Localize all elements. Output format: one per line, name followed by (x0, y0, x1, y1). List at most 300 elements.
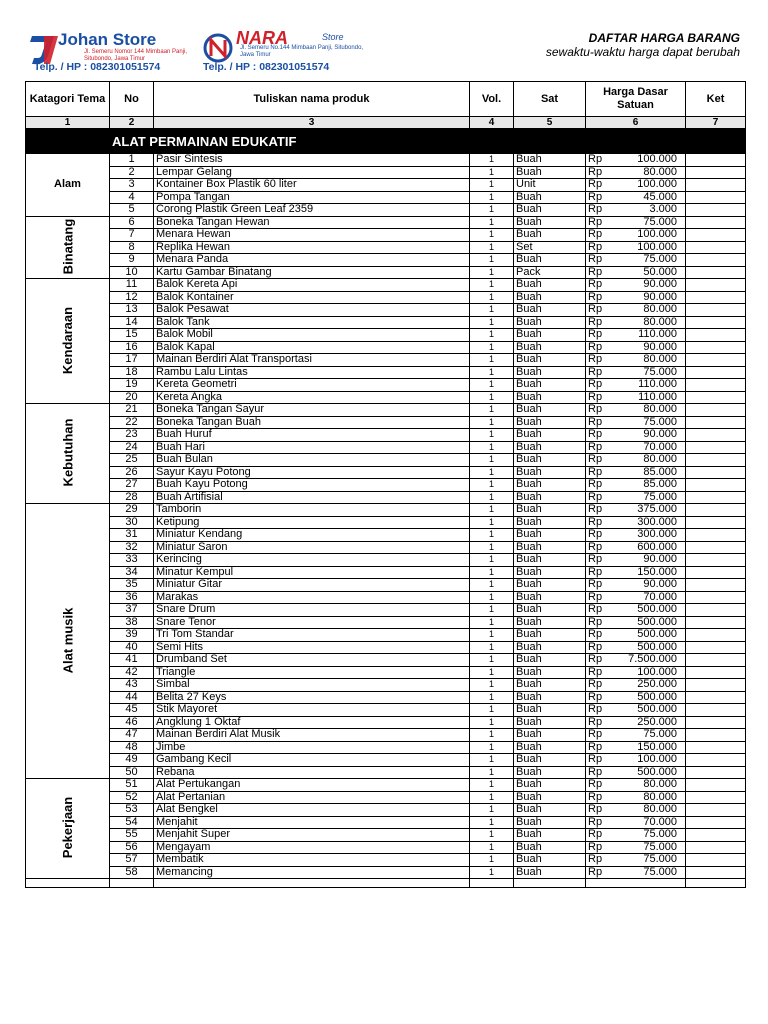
table-row (26, 516, 746, 529)
table-row (26, 166, 746, 179)
item-vol: 1 (470, 154, 514, 167)
item-name: Buah Huruf (154, 429, 470, 442)
item-name: Boneka Tangan Hewan (154, 216, 470, 229)
store1-address: Jl. Semeru Nomor 144 Mimbaan Panji, Situbondo, Jawa Timur (84, 49, 188, 62)
item-price: 85.000 (614, 479, 686, 492)
table-row (26, 741, 746, 754)
item-price: 80.000 (614, 791, 686, 804)
table-row (26, 804, 746, 817)
item-no: 57 (110, 854, 154, 867)
store1-phone: Telp. / HP : 082301051574 (34, 61, 161, 73)
item-currency: Rp (586, 366, 614, 379)
item-name: Mainan Berdiri Alat Transportasi (154, 354, 470, 367)
category-label (26, 279, 110, 404)
item-price: 300.000 (614, 529, 686, 542)
item-vol: 1 (470, 629, 514, 642)
item-vol: 1 (470, 704, 514, 717)
item-sat: Buah (514, 854, 586, 867)
item-ket (686, 579, 746, 592)
item-ket (686, 266, 746, 279)
item-ket (686, 254, 746, 267)
item-sat: Buah (514, 604, 586, 617)
table-row (26, 229, 746, 242)
item-sat: Buah (514, 791, 586, 804)
item-ket (686, 691, 746, 704)
item-ket (686, 804, 746, 817)
item-currency: Rp (586, 754, 614, 767)
table-row (26, 379, 746, 392)
category-name: Alam (54, 178, 81, 191)
item-vol: 1 (470, 554, 514, 567)
item-vol: 1 (470, 229, 514, 242)
item-no: 58 (110, 866, 154, 879)
item-price: 80.000 (614, 316, 686, 329)
item-sat: Buah (514, 529, 586, 542)
item-ket (686, 341, 746, 354)
item-currency: Rp (586, 241, 614, 254)
item-no: 45 (110, 704, 154, 717)
item-ket (686, 854, 746, 867)
item-name: Alat Pertukangan (154, 779, 470, 792)
item-ket (686, 316, 746, 329)
item-ket (686, 791, 746, 804)
item-sat: Buah (514, 366, 586, 379)
item-name: Balok Kapal (154, 341, 470, 354)
item-vol: 1 (470, 204, 514, 217)
item-currency: Rp (586, 204, 614, 217)
item-name: Balok Pesawat (154, 304, 470, 317)
item-currency: Rp (586, 729, 614, 742)
item-price: 80.000 (614, 404, 686, 417)
item-sat: Buah (514, 491, 586, 504)
item-no: 20 (110, 391, 154, 404)
item-price: 85.000 (614, 466, 686, 479)
table-row (26, 316, 746, 329)
category-label (26, 216, 110, 279)
item-no: 43 (110, 679, 154, 692)
col-number: 7 (686, 117, 746, 129)
item-currency: Rp (586, 354, 614, 367)
item-sat: Buah (514, 466, 586, 479)
item-ket (686, 566, 746, 579)
table-row (26, 716, 746, 729)
item-price: 90.000 (614, 429, 686, 442)
item-name: Miniatur Saron (154, 541, 470, 554)
item-sat: Buah (514, 441, 586, 454)
item-name: Tamborin (154, 504, 470, 517)
table-row (26, 354, 746, 367)
table-row (26, 304, 746, 317)
item-no: 6 (110, 216, 154, 229)
item-sat: Buah (514, 629, 586, 642)
item-currency: Rp (586, 454, 614, 467)
item-ket (686, 554, 746, 567)
item-no: 44 (110, 691, 154, 704)
item-sat: Buah (514, 479, 586, 492)
item-name: Boneka Tangan Buah (154, 416, 470, 429)
item-ket (686, 591, 746, 604)
item-currency: Rp (586, 529, 614, 542)
item-sat: Buah (514, 354, 586, 367)
item-name: Snare Drum (154, 604, 470, 617)
category-name: Kebutuhan (59, 418, 75, 487)
item-no: 7 (110, 229, 154, 242)
item-name: Triangle (154, 666, 470, 679)
item-sat: Buah (514, 204, 586, 217)
item-name: Jimbe (154, 741, 470, 754)
item-sat: Buah (514, 779, 586, 792)
item-sat: Buah (514, 291, 586, 304)
item-no: 4 (110, 191, 154, 204)
item-sat: Buah (514, 804, 586, 817)
table-row (26, 191, 746, 204)
column-number-row (26, 117, 746, 129)
category-name: Binatang (60, 218, 75, 275)
item-currency: Rp (586, 316, 614, 329)
item-price: 500.000 (614, 629, 686, 642)
item-name: Memancing (154, 866, 470, 879)
item-ket (686, 354, 746, 367)
item-price: 600.000 (614, 541, 686, 554)
item-vol: 1 (470, 779, 514, 792)
table-row (26, 829, 746, 842)
item-vol: 1 (470, 591, 514, 604)
item-name: Sayur Kayu Potong (154, 466, 470, 479)
item-price: 100.000 (614, 179, 686, 192)
item-name: Kartu Gambar Binatang (154, 266, 470, 279)
blank-row (26, 879, 746, 888)
item-no: 30 (110, 516, 154, 529)
item-no: 47 (110, 729, 154, 742)
item-sat: Buah (514, 841, 586, 854)
item-currency: Rp (586, 416, 614, 429)
table-row (26, 779, 746, 792)
item-no: 21 (110, 404, 154, 417)
item-sat: Buah (514, 816, 586, 829)
item-sat: Buah (514, 391, 586, 404)
item-price: 110.000 (614, 379, 686, 392)
item-vol: 1 (470, 291, 514, 304)
item-no: 55 (110, 829, 154, 842)
item-name: Snare Tenor (154, 616, 470, 629)
item-vol: 1 (470, 816, 514, 829)
item-name: Miniatur Gitar (154, 579, 470, 592)
item-currency: Rp (586, 641, 614, 654)
item-no: 39 (110, 629, 154, 642)
category-label (26, 154, 110, 217)
item-sat: Buah (514, 641, 586, 654)
item-ket (686, 304, 746, 317)
item-price: 110.000 (614, 391, 686, 404)
item-name: Buah Artifisial (154, 491, 470, 504)
item-ket (686, 504, 746, 517)
page-title: DAFTAR HARGA BARANG (588, 31, 740, 45)
item-no: 49 (110, 754, 154, 767)
col-number: 1 (26, 117, 110, 129)
item-no: 54 (110, 816, 154, 829)
item-currency: Rp (586, 291, 614, 304)
item-sat: Buah (514, 316, 586, 329)
price-table (25, 81, 746, 888)
page-header (0, 0, 768, 80)
item-ket (686, 666, 746, 679)
item-currency: Rp (586, 829, 614, 842)
store2-phone: Telp. / HP : 082301051574 (203, 61, 330, 73)
item-price: 80.000 (614, 779, 686, 792)
store2-name: NARA (236, 28, 288, 48)
item-ket (686, 679, 746, 692)
item-currency: Rp (586, 191, 614, 204)
table-row (26, 766, 746, 779)
item-vol: 1 (470, 304, 514, 317)
item-currency: Rp (586, 791, 614, 804)
table-row (26, 691, 746, 704)
item-price: 100.000 (614, 666, 686, 679)
item-sat: Buah (514, 754, 586, 767)
price-list-sheet (25, 81, 745, 888)
item-ket (686, 516, 746, 529)
item-price: 70.000 (614, 816, 686, 829)
table-row (26, 279, 746, 292)
item-price: 250.000 (614, 679, 686, 692)
item-price: 80.000 (614, 804, 686, 817)
item-name: Buah Bulan (154, 454, 470, 467)
table-row (26, 366, 746, 379)
item-price: 70.000 (614, 441, 686, 454)
table-row (26, 791, 746, 804)
table-row (26, 591, 746, 604)
item-name: Stik Mayoret (154, 704, 470, 717)
item-price: 75.000 (614, 416, 686, 429)
item-name: Buah Kayu Potong (154, 479, 470, 492)
item-price: 100.000 (614, 229, 686, 242)
item-sat: Buah (514, 616, 586, 629)
item-name: Belita 27 Keys (154, 691, 470, 704)
item-name: Alat Pertanian (154, 791, 470, 804)
col-number: 4 (470, 117, 514, 129)
table-row (26, 529, 746, 542)
item-name: Balok Tank (154, 316, 470, 329)
item-price: 500.000 (614, 704, 686, 717)
item-price: 80.000 (614, 354, 686, 367)
item-name: Drumband Set (154, 654, 470, 667)
item-name: Rambu Lalu Lintas (154, 366, 470, 379)
item-currency: Rp (586, 229, 614, 242)
table-row (26, 754, 746, 767)
item-currency: Rp (586, 629, 614, 642)
item-no: 37 (110, 604, 154, 617)
table-row (26, 254, 746, 267)
item-currency: Rp (586, 379, 614, 392)
item-currency: Rp (586, 404, 614, 417)
table-row (26, 604, 746, 617)
item-price: 90.000 (614, 341, 686, 354)
item-sat: Buah (514, 591, 586, 604)
table-row (26, 329, 746, 342)
item-sat: Buah (514, 704, 586, 717)
item-price: 80.000 (614, 454, 686, 467)
table-row (26, 641, 746, 654)
item-sat: Pack (514, 266, 586, 279)
item-currency: Rp (586, 704, 614, 717)
item-ket (686, 529, 746, 542)
item-no: 26 (110, 466, 154, 479)
col-no: No (110, 82, 154, 117)
item-no: 9 (110, 254, 154, 267)
item-no: 53 (110, 804, 154, 817)
item-ket (686, 154, 746, 167)
item-currency: Rp (586, 166, 614, 179)
item-name: Corong Plastik Green Leaf 2359 (154, 204, 470, 217)
item-price: 250.000 (614, 716, 686, 729)
item-currency: Rp (586, 779, 614, 792)
item-no: 22 (110, 416, 154, 429)
item-name: Kereta Geometri (154, 379, 470, 392)
col-number: 5 (514, 117, 586, 129)
item-name: Balok Mobil (154, 329, 470, 342)
item-vol: 1 (470, 354, 514, 367)
item-ket (686, 741, 746, 754)
item-no: 23 (110, 429, 154, 442)
items-body (26, 154, 746, 879)
item-currency: Rp (586, 429, 614, 442)
item-vol: 1 (470, 266, 514, 279)
category-name: Alat musik (60, 607, 75, 673)
item-vol: 1 (470, 441, 514, 454)
item-ket (686, 279, 746, 292)
item-currency: Rp (586, 816, 614, 829)
item-ket (686, 629, 746, 642)
item-currency: Rp (586, 566, 614, 579)
item-currency: Rp (586, 866, 614, 879)
store2-suffix: Store (322, 32, 344, 42)
col-sat: Sat (514, 82, 586, 117)
item-no: 27 (110, 479, 154, 492)
item-currency: Rp (586, 466, 614, 479)
item-vol: 1 (470, 616, 514, 629)
col-harga: Harga Dasar Satuan (586, 82, 686, 117)
item-currency: Rp (586, 804, 614, 817)
item-ket (686, 604, 746, 617)
table-row (26, 241, 746, 254)
col-number: 3 (154, 117, 470, 129)
item-vol: 1 (470, 379, 514, 392)
item-ket (686, 729, 746, 742)
item-currency: Rp (586, 216, 614, 229)
item-name: Tri Tom Standar (154, 629, 470, 642)
item-ket (686, 191, 746, 204)
item-currency: Rp (586, 154, 614, 167)
item-ket (686, 441, 746, 454)
item-vol: 1 (470, 716, 514, 729)
item-no: 24 (110, 441, 154, 454)
item-name: Marakas (154, 591, 470, 604)
item-ket (686, 329, 746, 342)
item-vol: 1 (470, 504, 514, 517)
item-no: 28 (110, 491, 154, 504)
item-ket (686, 479, 746, 492)
item-price: 500.000 (614, 766, 686, 779)
item-price: 90.000 (614, 579, 686, 592)
item-vol: 1 (470, 541, 514, 554)
item-price: 75.000 (614, 866, 686, 879)
category-label (26, 404, 110, 504)
item-currency: Rp (586, 591, 614, 604)
item-name: Mainan Berdiri Alat Musik (154, 729, 470, 742)
table-row (26, 204, 746, 217)
table-row (26, 441, 746, 454)
item-price: 75.000 (614, 729, 686, 742)
item-price: 50.000 (614, 266, 686, 279)
category-name: Kendaraan (59, 306, 75, 374)
item-ket (686, 391, 746, 404)
item-price: 75.000 (614, 854, 686, 867)
table-row (26, 629, 746, 642)
item-sat: Buah (514, 416, 586, 429)
table-row (26, 679, 746, 692)
item-name: Balok Kontainer (154, 291, 470, 304)
item-vol: 1 (470, 466, 514, 479)
table-row (26, 554, 746, 567)
store2-address: Jl. Semeru No.144 Mimbaan Panji, Situbondo, Jawa Timur (240, 45, 364, 58)
item-currency: Rp (586, 441, 614, 454)
item-currency: Rp (586, 329, 614, 342)
table-row (26, 404, 746, 417)
item-vol: 1 (470, 604, 514, 617)
item-price: 80.000 (614, 166, 686, 179)
table-row (26, 216, 746, 229)
item-name: Angklung 1 Oktaf (154, 716, 470, 729)
table-row (26, 491, 746, 504)
item-sat: Buah (514, 666, 586, 679)
item-vol: 1 (470, 516, 514, 529)
item-no: 32 (110, 541, 154, 554)
item-currency: Rp (586, 854, 614, 867)
item-ket (686, 866, 746, 879)
item-no: 36 (110, 591, 154, 604)
item-currency: Rp (586, 279, 614, 292)
item-name: Miniatur Kendang (154, 529, 470, 542)
item-sat: Buah (514, 654, 586, 667)
column-header-row (26, 82, 746, 117)
item-sat: Buah (514, 454, 586, 467)
item-no: 3 (110, 179, 154, 192)
item-name: Mengayam (154, 841, 470, 854)
item-currency: Rp (586, 616, 614, 629)
item-ket (686, 166, 746, 179)
table-row (26, 179, 746, 192)
item-name: Menjahit Super (154, 829, 470, 842)
table-row (26, 454, 746, 467)
item-vol: 1 (470, 366, 514, 379)
item-no: 34 (110, 566, 154, 579)
item-vol: 1 (470, 854, 514, 867)
item-sat: Buah (514, 216, 586, 229)
item-price: 500.000 (614, 616, 686, 629)
item-price: 150.000 (614, 566, 686, 579)
item-ket (686, 429, 746, 442)
item-ket (686, 241, 746, 254)
item-price: 75.000 (614, 216, 686, 229)
item-sat: Buah (514, 254, 586, 267)
item-no: 52 (110, 791, 154, 804)
item-no: 51 (110, 779, 154, 792)
item-ket (686, 754, 746, 767)
item-ket (686, 466, 746, 479)
item-currency: Rp (586, 579, 614, 592)
item-price: 75.000 (614, 254, 686, 267)
item-no: 48 (110, 741, 154, 754)
